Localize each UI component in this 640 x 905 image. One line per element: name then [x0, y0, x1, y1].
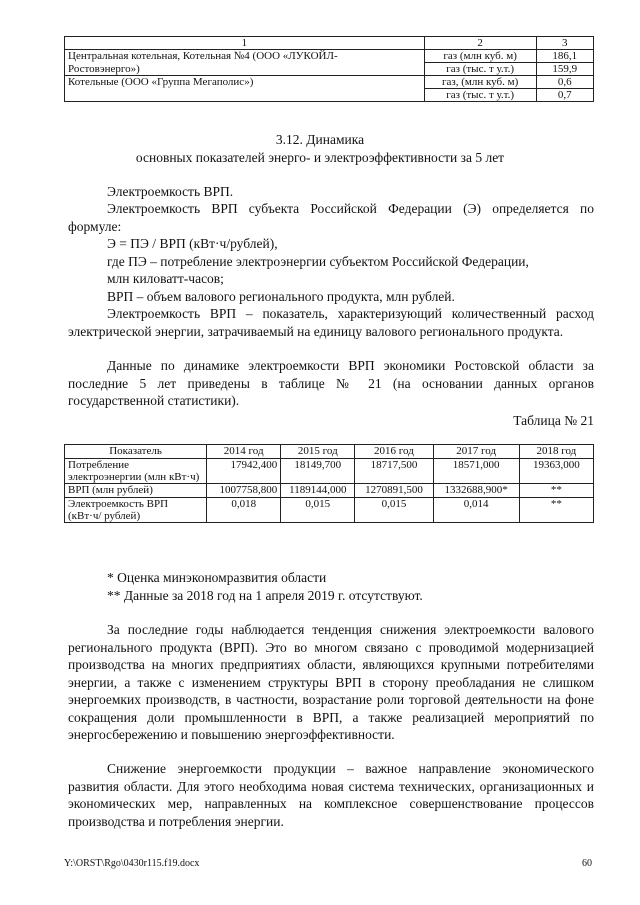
- table-header-cell: 2015 год: [281, 445, 355, 459]
- table-cell: газ (млн куб. м): [424, 50, 536, 63]
- section-subtitle: основных показателей энерго- и электроэффективности за 5 лет: [135, 150, 505, 165]
- table-cell: ВРП (млн рублей): [65, 484, 207, 498]
- table-cell: 0,018: [207, 498, 281, 523]
- table-row: [65, 484, 594, 498]
- table-cell: **: [519, 498, 593, 523]
- footnote: * Оценка минэкономразвития области: [107, 570, 327, 585]
- table-cell: 0,014: [433, 498, 519, 523]
- table-header-cell: 2017 год: [433, 445, 519, 459]
- table-cell: Ростовэнерго»): [65, 63, 425, 76]
- table-row: [65, 76, 594, 89]
- table-cell: 1332688,900*: [433, 484, 519, 498]
- electro-intensity-table: [64, 444, 594, 523]
- table-cell: 1007758,800: [207, 484, 281, 498]
- paragraph: Данные по динамике электроемкости ВРП экономики Ростовской области за последние 5 лет приведены в таблице № 21 (на основании данных органов государственной статистики).: [68, 358, 594, 408]
- table-header-cell: 2014 год: [207, 445, 281, 459]
- table-cell: газ (тыс. т у.т.): [424, 63, 536, 76]
- table-cell: газ, (млн куб. м): [424, 76, 536, 89]
- table-row: [65, 50, 594, 63]
- table-cell: Центральная котельная, Котельная №4 (ООО «ЛУКОЙЛ-: [65, 50, 425, 63]
- table-cell: 0,015: [281, 498, 355, 523]
- table-cell: 19363,000: [519, 459, 593, 484]
- table-cell: газ (тыс. т у.т.): [424, 89, 536, 102]
- table-cell: 1270891,500: [355, 484, 433, 498]
- table-header-cell: 2: [424, 37, 536, 50]
- table-header-cell: 3: [536, 37, 593, 50]
- table-cell: 159,9: [536, 63, 593, 76]
- table-cell: Электроемкость ВРП (кВт·ч/ рублей): [65, 498, 207, 523]
- paragraph: Электроемкость ВРП.: [107, 184, 234, 199]
- paragraph: Электроемкость ВРП – показатель, характеризующий количественный расход электрической энергии, затрачиваемый на единицу валового регионального продукта.: [68, 306, 594, 339]
- table-header-cell: 2016 год: [355, 445, 433, 459]
- table-header-cell: 2018 год: [519, 445, 593, 459]
- paragraph: Снижение энергоемкости продукции – важное направление экономического развития области. Для этого необходима новая система технических, организационных и экономических мер, направленных на комплексное совершенствование процессов производства и потребления энергии.: [68, 761, 594, 829]
- table-caption: Таблица № 21: [513, 413, 594, 428]
- table-cell: **: [519, 484, 593, 498]
- table-cell: 18717,500: [355, 459, 433, 484]
- paragraph: где ПЭ – потребление электроэнергии субъектом Российской Федерации,: [107, 254, 529, 269]
- table-cell: 0,6: [536, 76, 593, 89]
- footnote: ** Данные за 2018 год на 1 апреля 2019 г. отсутствуют.: [107, 588, 423, 603]
- paragraph: Электроемкость ВРП субъекта Российской Федерации (Э) определяется по формуле:: [68, 201, 594, 234]
- file-path: Y:\ORST\Rgo\0430r115.f19.docx: [64, 858, 200, 869]
- table-header-cell: Показатель: [65, 445, 207, 459]
- formula: Э = ПЭ / ВРП (кВт·ч/рублей),: [107, 236, 278, 251]
- table-cell: 18149,700: [281, 459, 355, 484]
- table-cell: 186,1: [536, 50, 593, 63]
- paragraph: За последние годы наблюдается тенденция снижения электроемкости валового регионального продукта (ВРП). Это во многом связано с проводимой модернизацией производства на многих предприятиях области, являющихся крупными потребителями энергии, а также с изменением структуры ВРП в сторону преобладания не слишком энергоемких производств, в частности, возрастание роли торговой деятельности на фоне сокращения доли промышленности в ВРП, а также реализацией мероприятий по энергосбережению и повышению энергоэффективности.: [68, 622, 594, 742]
- table-row: [65, 498, 594, 523]
- section-title: 3.12. Динамика: [275, 132, 365, 147]
- page-number: 60: [582, 858, 592, 869]
- paragraph: ВРП – объем валового регионального продукта, млн рублей.: [107, 289, 455, 304]
- table-row: [65, 459, 594, 484]
- table-row: [65, 63, 594, 76]
- table-cell: 0,015: [355, 498, 433, 523]
- table-cell: 17942,400: [207, 459, 281, 484]
- paragraph: млн киловатт-часов;: [107, 271, 224, 286]
- table-header-row: [65, 37, 594, 50]
- table-header-row: [65, 445, 594, 459]
- table-header-cell: 1: [65, 37, 425, 50]
- table-cell: 18571,000: [433, 459, 519, 484]
- table-cell: Котельные (ООО «Группа Мегаполис»): [65, 76, 425, 89]
- table-cell: 0,7: [536, 89, 593, 102]
- table-cell: Потребление электроэнергии (млн кВт·ч): [65, 459, 207, 484]
- table-row: [65, 89, 594, 102]
- table-cell: [65, 89, 425, 102]
- table-cell: 1189144,000: [281, 484, 355, 498]
- fuel-table: [64, 36, 594, 102]
